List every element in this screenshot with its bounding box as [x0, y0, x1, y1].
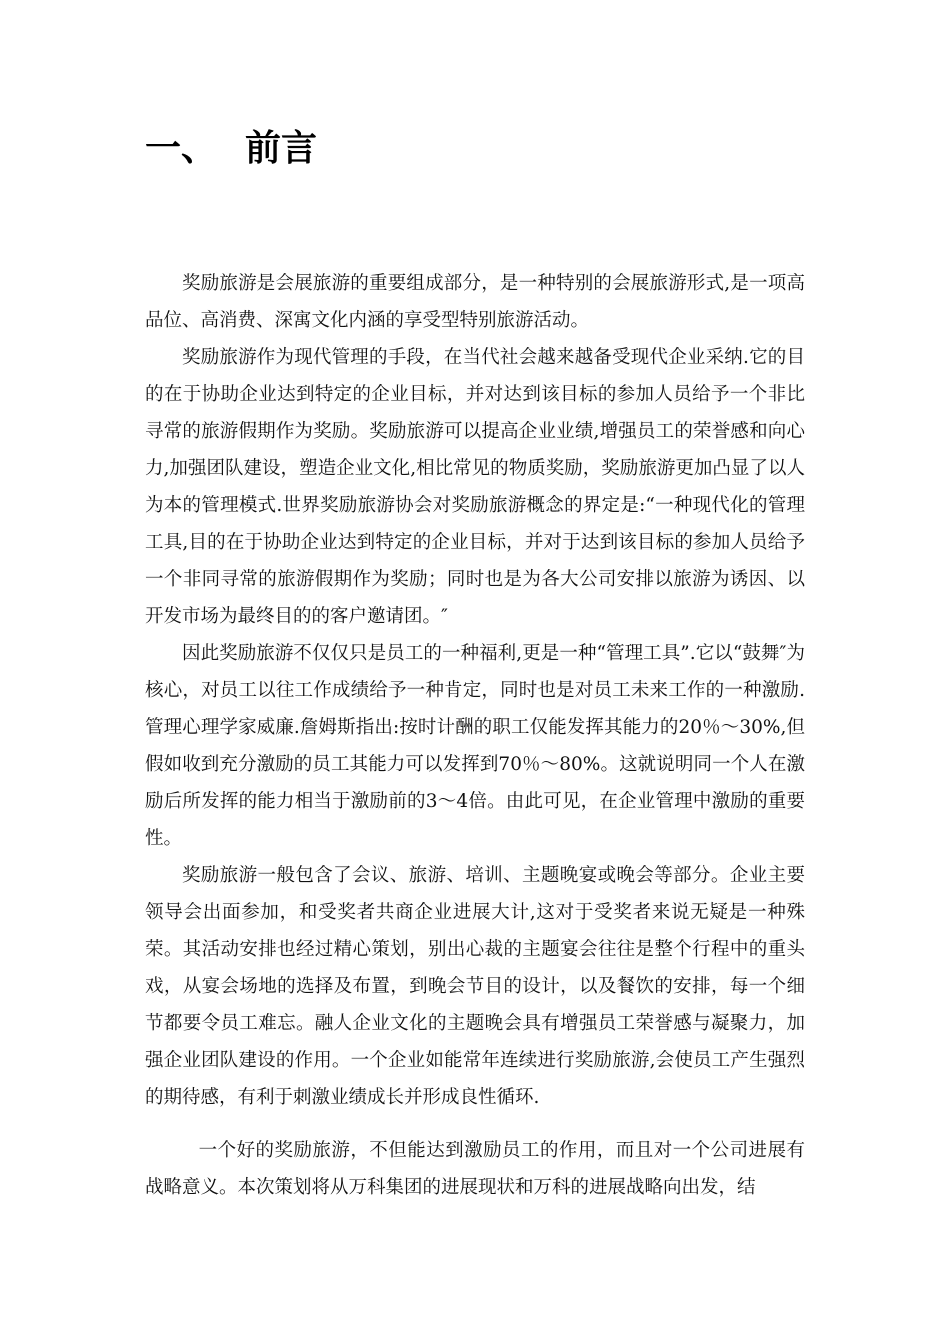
paragraph-strategy: 一个好的奖励旅游，不但能达到激励员工的作用，而且对一个公司进展有战略意义。本次策划将从万科集团的进展现状和万科的进展战略向出发，结	[145, 1140, 805, 1198]
paragraph-motivation: 因此奖励旅游不仅仅只是员工的一种福利,更是一种“管理工具”.它以“鼓舞″为核心，对员工以往工作成绩给予一种肯定，同时也是对员工未来工作的一种激励.管理心理学家威廉.詹姆斯指出:按时计酬的职工仅能发挥其能力的20％～30%,但假如收到充分激励的员工其能力可以发挥到70％～80%。这就说明同一个人在激励后所发挥的能力相当于激励前的3～4倍。由此可见，在企业管理中激励的重要性。	[145, 643, 805, 849]
section-heading	[145, 124, 317, 174]
paragraph-intro: 奖励旅游是会展旅游的重要组成部分，是一种特别的会展旅游形式,是一项高品位、高消费、深寓文化内涵的享受型特别旅游活动。	[145, 273, 805, 331]
section-number: 一、	[145, 128, 218, 169]
body-text	[145, 265, 805, 1206]
section-title: 前言	[245, 128, 318, 169]
paragraph-activities: 奖励旅游一般包含了会议、旅游、培训、主题晚宴或晚会等部分。企业主要领导会出面参加，和受奖者共商企业进展大计,这对于受奖者来说无疑是一种殊荣。其活动安排也经过精心策划，别出心裁的主题宴会往往是整个行程中的重头戏，从宴会场地的选择及布置，到晚会节目的设计，以及餐饮的安排，每一个细节都要令员工难忘。融人企业文化的主题晚会具有增强员工荣誉感与凝聚力，加强企业团队建设的作用。一个企业如能常年连续进行奖励旅游,会使员工产生强烈的期待感，有利于刺激业绩成长并形成良性循环.	[145, 865, 805, 1108]
paragraph-management: 奖励旅游作为现代管理的手段，在当代社会越来越备受现代企业采纳.它的目的在于协助企业达到特定的企业目标，并对达到该目标的参加人员给予一个非比寻常的旅游假期作为奖励。奖励旅游可以提高企业业绩,增强员工的荣誉感和向心力,加强团队建设，塑造企业文化,相比常见的物质奖励，奖励旅游更加凸显了以人为本的管理模式.世界奖励旅游协会对奖励旅游概念的界定是:“一种现代化的管理工具,目的在于协助企业达到特定的企业目标，并对于达到该目标的参加人员给予一个非同寻常的旅游假期作为奖励；同时也是为各大公司安排以旅游为诱因、以开发市场为最终目的的客户邀请团。″	[145, 347, 805, 627]
